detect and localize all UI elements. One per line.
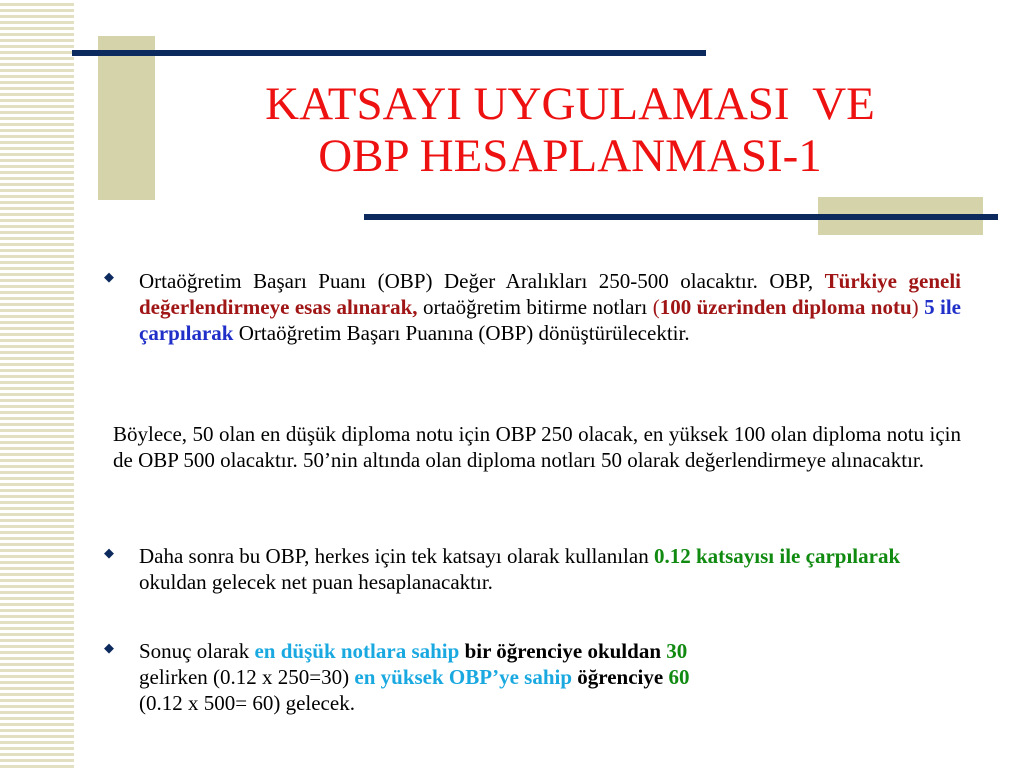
diamond-bullet-icon: ◆ <box>104 640 114 655</box>
top-accent-line <box>72 50 706 56</box>
paragraph-coefficient: Daha sonra bu OBP, herkes için tek katsayı olarak kullanılan 0.12 katsayısı ile çarpılarak okuldan gelecek net puan hesaplanacaktır. <box>139 544 901 594</box>
diamond-bullet-icon: ◆ <box>104 269 114 284</box>
paragraph-diploma-example: Böylece, 50 olan en düşük diploma notu için OBP 250 olacak, en yüksek 100 olan diploma notu için de OBP 500 olacaktır. 50’nin altında olan diploma notları 50 olarak değerlendirmeye alınacaktır. <box>113 422 961 472</box>
diamond-bullet-icon: ◆ <box>104 545 114 560</box>
striped-side-band <box>0 0 74 768</box>
paragraph-result: Sonuç olarak en düşük notlara sahip bir öğrenciye okuldan 30 gelirken (0.12 x 250=30) en yüksek OBP’ye sahip öğrenciye 60 (0.12 x 500= 60) gelecek. <box>139 639 690 715</box>
slide-title <box>160 78 980 182</box>
top-accent-box <box>98 36 155 200</box>
title-line-2: OBP HESAPLANMASI-1 <box>318 130 822 182</box>
paragraph-obp-range: Ortaöğretim Başarı Puanı (OBP) Değer Aralıkları 250-500 olacaktır. OBP, Türkiye geneli değerlendirmeye esas alınarak, ortaöğretim bitirme notları (100 üzerinden diploma notu) 5 ile çarpılarak Ortaöğretim Başarı Puanına (OBP) dönüştürülecektir. <box>139 269 961 345</box>
title-line-1: KATSAYI UYGULAMASI VE <box>265 78 875 130</box>
bottom-accent-line <box>364 214 998 220</box>
